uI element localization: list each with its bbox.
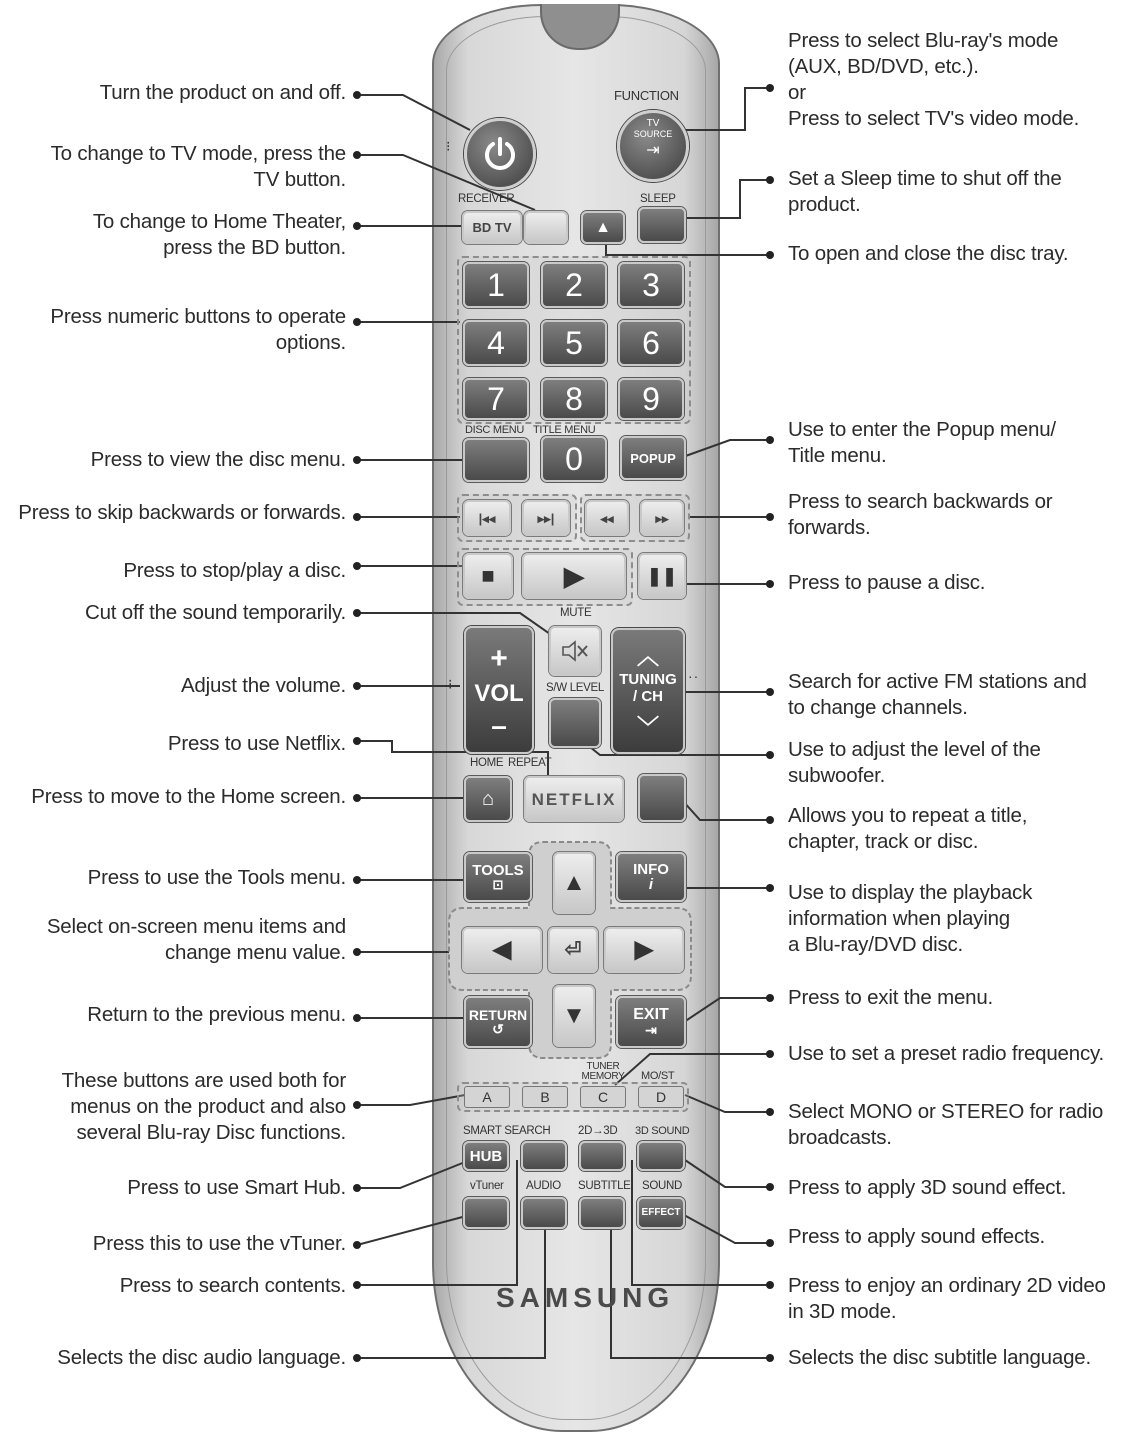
- exit-icon: ⇥: [645, 1022, 657, 1038]
- return-label: RETURN: [468, 1007, 528, 1023]
- annotation-power: Turn the product on and off.: [99, 81, 346, 104]
- annotation-vtuner: Press this to use the vTuner.: [92, 1232, 346, 1255]
- tv-source-label-1: TV: [646, 118, 660, 129]
- c-button[interactable]: C: [580, 1086, 626, 1108]
- 3d-sound-label: 3D SOUND: [635, 1125, 690, 1137]
- a-button[interactable]: A: [464, 1086, 510, 1108]
- 2d-3d-label: 2D→3D: [578, 1125, 618, 1137]
- exit-label: EXIT: [633, 1006, 669, 1023]
- mo-st-label: MO/ST: [641, 1070, 675, 1082]
- tactile-dots: ⁝: [446, 138, 452, 154]
- annotation-volume: Adjust the volume.: [180, 674, 346, 697]
- num-0-title-menu-button[interactable]: 0: [541, 436, 607, 482]
- stop-icon: ■: [481, 563, 495, 588]
- info-icon: i: [648, 876, 654, 893]
- 3d-sound-button[interactable]: [637, 1141, 685, 1171]
- num-6-button[interactable]: 6: [618, 320, 684, 366]
- eject-icon: ▲: [595, 218, 611, 236]
- nav-left-button[interactable]: [462, 927, 542, 973]
- info-button[interactable]: [616, 852, 686, 902]
- leader-power: [357, 95, 470, 130]
- num-8-button[interactable]: 8: [541, 378, 607, 420]
- tools-label: TOOLS: [472, 862, 524, 879]
- disc-menu-button[interactable]: [463, 438, 529, 482]
- 2d-3d-button[interactable]: [579, 1141, 625, 1171]
- title-menu-label: TITLE MENU: [533, 424, 596, 436]
- home-label: HOME: [470, 757, 504, 769]
- annotation-exit: Press to exit the menu.: [788, 986, 994, 1009]
- audio-button[interactable]: [521, 1197, 567, 1229]
- annotation-navigation: Select on-screen menu items and change menu value.: [46, 915, 346, 964]
- pause-button[interactable]: [638, 553, 686, 599]
- annotation-tuner-memory: Use to set a preset radio frequency.: [788, 1042, 1105, 1065]
- volume-down[interactable]: –: [491, 710, 507, 741]
- ch-label: / CH: [633, 688, 663, 705]
- annotation-disc-menu: Press to view the disc menu.: [90, 448, 346, 471]
- play-icon: ▶: [564, 561, 584, 591]
- return-icon: ↺: [492, 1021, 504, 1037]
- annotation-function: Press to select Blu-ray's mode (AUX, BD/DVD, etc.). or Press to select TV's video mode.: [788, 29, 1080, 130]
- mute-button[interactable]: [549, 626, 601, 676]
- info-label: INFO: [633, 861, 669, 878]
- left-arrow-icon: ◀: [492, 936, 512, 963]
- repeat-label: REPEAT: [508, 757, 552, 769]
- leader-3dsound: [685, 1160, 770, 1187]
- b-button[interactable]: B: [522, 1086, 568, 1108]
- annotation-home: Press to move to the Home screen.: [31, 785, 346, 808]
- tools-button[interactable]: [464, 852, 532, 902]
- ch-tactile-dots: ··: [688, 668, 700, 684]
- brand-logo: SAMSUNG: [496, 1282, 675, 1313]
- leader-most: [685, 1095, 770, 1112]
- annotation-repeat: Allows you to repeat a title, chapter, track or disc.: [788, 804, 1028, 853]
- annotation-2d-3d: Press to enjoy an ordinary 2D video in 3D mode.: [788, 1274, 1106, 1323]
- skip-back-button[interactable]: [463, 500, 511, 536]
- annotation-abcd: These buttons are used both for menus on the product and also several Blu-ray Disc functions.: [61, 1069, 346, 1144]
- leader-effect: [684, 1215, 770, 1243]
- tv-source-label-2: SOURCE: [633, 129, 673, 139]
- up-arrow-icon: ▲: [562, 869, 586, 896]
- home-icon: ⌂: [481, 788, 495, 810]
- leader-stopplay: [357, 566, 470, 580]
- stop-button[interactable]: [463, 553, 513, 599]
- leader-abcd: [357, 1095, 465, 1105]
- leader-repeat: [682, 800, 770, 820]
- sw-level-button[interactable]: [549, 698, 601, 748]
- annotation-sleep: Set a Sleep time to shut off the product.: [788, 167, 1062, 216]
- fast-forward-button[interactable]: [640, 500, 684, 536]
- skip-forward-icon: ▸▸|: [537, 510, 555, 526]
- annotation-tools: Press to use the Tools menu.: [87, 866, 346, 889]
- annotation-mo-st: Select MONO or STEREO for radio broadcasts.: [788, 1100, 1104, 1149]
- annotation-info: Use to display the playback information when playing a Blu-ray/DVD disc.: [788, 881, 1033, 956]
- audio-label: AUDIO: [526, 1180, 561, 1192]
- tuning-channel-rocker[interactable]: [611, 628, 685, 754]
- power-icon: [480, 134, 520, 174]
- annotation-popup: Use to enter the Popup menu/ Title menu.: [788, 418, 1056, 467]
- annotation-return: Return to the previous menu.: [87, 1003, 346, 1026]
- annotation-netflix: Press to use Netflix.: [167, 732, 346, 755]
- annotation-smart-hub: Press to use Smart Hub.: [127, 1176, 346, 1199]
- fast-forward-icon: ▸▸: [655, 510, 669, 526]
- annotation-audio: Selects the disc audio language.: [57, 1346, 346, 1369]
- down-arrow-icon: ▼: [562, 1002, 586, 1029]
- volume-label: VOL: [474, 680, 524, 707]
- annotation-numeric: Press numeric buttons to operate options.: [50, 305, 346, 354]
- smart-search-button[interactable]: [521, 1141, 567, 1171]
- annotation-search-contents: Press to search contents.: [119, 1274, 346, 1297]
- mute-label: MUTE: [560, 607, 592, 619]
- tv-source-button[interactable]: [617, 110, 689, 182]
- nav-down-button[interactable]: [553, 985, 595, 1047]
- volume-up[interactable]: +: [490, 642, 508, 675]
- pause-icon: ❚❚: [646, 566, 678, 586]
- channel-down-icon[interactable]: ﹀: [636, 715, 659, 740]
- repeat-button[interactable]: [638, 774, 686, 822]
- smart-search-label: SMART SEARCH: [463, 1125, 551, 1137]
- annotation-search: Press to search backwards or forwards.: [788, 490, 1053, 539]
- num-2-button[interactable]: 2: [541, 262, 607, 308]
- nav-right-button[interactable]: [604, 927, 684, 973]
- nav-up-button[interactable]: [553, 852, 595, 914]
- num-4-button[interactable]: 4: [463, 320, 529, 366]
- enter-icon: ⏎: [564, 939, 582, 961]
- tv-button[interactable]: [524, 211, 568, 244]
- eject-button[interactable]: [581, 211, 625, 244]
- leader-hub: [357, 1160, 470, 1188]
- bd-tv-button[interactable]: BD TV: [462, 211, 522, 244]
- leader-sleep: [682, 180, 770, 218]
- rewind-icon: ◂◂: [600, 510, 614, 526]
- d-button[interactable]: D: [638, 1086, 684, 1108]
- sleep-button[interactable]: [638, 207, 686, 243]
- annotation-effect: Press to apply sound effects.: [788, 1225, 1046, 1248]
- rewind-button[interactable]: [585, 500, 629, 536]
- annotation-tuning: Search for active FM stations and to change channels.: [788, 670, 1087, 719]
- sw-level-label: S/W LEVEL: [546, 682, 605, 694]
- hub-button[interactable]: HUB: [463, 1141, 509, 1171]
- num-3-button[interactable]: 3: [618, 262, 684, 308]
- annotation-mute: Cut off the sound temporarily.: [84, 601, 346, 624]
- vol-tactile-dots: ⁝: [448, 676, 454, 692]
- vtuner-button[interactable]: [463, 1197, 509, 1229]
- num-9-button[interactable]: 9: [618, 378, 684, 420]
- annotation-stop-play: Press to stop/play a disc.: [123, 559, 346, 582]
- num-5-button[interactable]: 5: [541, 320, 607, 366]
- subtitle-button[interactable]: [579, 1197, 625, 1229]
- input-icon: ⇥: [646, 142, 660, 159]
- annotation-eject: To open and close the disc tray.: [788, 242, 1069, 265]
- enter-button[interactable]: [548, 927, 598, 973]
- receiver-label: RECEIVER: [458, 193, 515, 205]
- netflix-button[interactable]: NETFLIX: [524, 776, 624, 822]
- tuner-memory-label: TUNER MEMORY: [581, 1061, 625, 1082]
- effect-button[interactable]: EFFECT: [637, 1197, 685, 1229]
- mute-icon: [560, 638, 590, 664]
- annotation-skip: Press to skip backwards or forwards.: [18, 501, 346, 524]
- vtuner-label: vTuner: [470, 1180, 504, 1192]
- annotation-sw-level: Use to adjust the level of the subwoofer.: [788, 738, 1041, 787]
- annotation-3d-sound: Press to apply 3D sound effect.: [788, 1176, 1067, 1199]
- right-arrow-icon: ▶: [634, 936, 654, 963]
- return-button[interactable]: [464, 996, 532, 1048]
- annotation-subtitle: Selects the disc subtitle language.: [788, 1346, 1091, 1369]
- annotation-tv-mode: To change to TV mode, press the TV button.: [50, 142, 346, 191]
- subtitle-label: SUBTITLE: [578, 1180, 631, 1192]
- sound-label: SOUND: [642, 1180, 683, 1192]
- function-label: FUNCTION: [614, 88, 679, 103]
- annotation-pause: Press to pause a disc.: [788, 571, 986, 594]
- num-7-button[interactable]: 7: [463, 378, 529, 420]
- exit-button[interactable]: [616, 996, 686, 1048]
- home-button[interactable]: [464, 776, 512, 822]
- leader-eject: [606, 240, 770, 255]
- popup-button[interactable]: POPUP: [620, 436, 686, 480]
- tuning-label: TUNING: [619, 671, 677, 688]
- disc-menu-label: DISC MENU: [465, 424, 525, 436]
- leader-popup: [680, 440, 770, 458]
- annotation-home-theater: To change to Home Theater, press the BD button.: [92, 210, 346, 259]
- volume-rocker[interactable]: [464, 626, 534, 754]
- power-button[interactable]: [464, 118, 536, 190]
- channel-up-icon[interactable]: ︿: [636, 644, 659, 669]
- play-button[interactable]: [522, 553, 626, 599]
- num-1-button[interactable]: 1: [463, 262, 529, 308]
- leader-vtuner: [357, 1215, 470, 1245]
- sleep-label: SLEEP: [640, 193, 676, 205]
- skip-back-icon: |◂◂: [478, 510, 496, 526]
- leader-function: [680, 88, 770, 130]
- tools-icon: ⊡: [492, 877, 504, 892]
- skip-forward-button[interactable]: [522, 500, 570, 536]
